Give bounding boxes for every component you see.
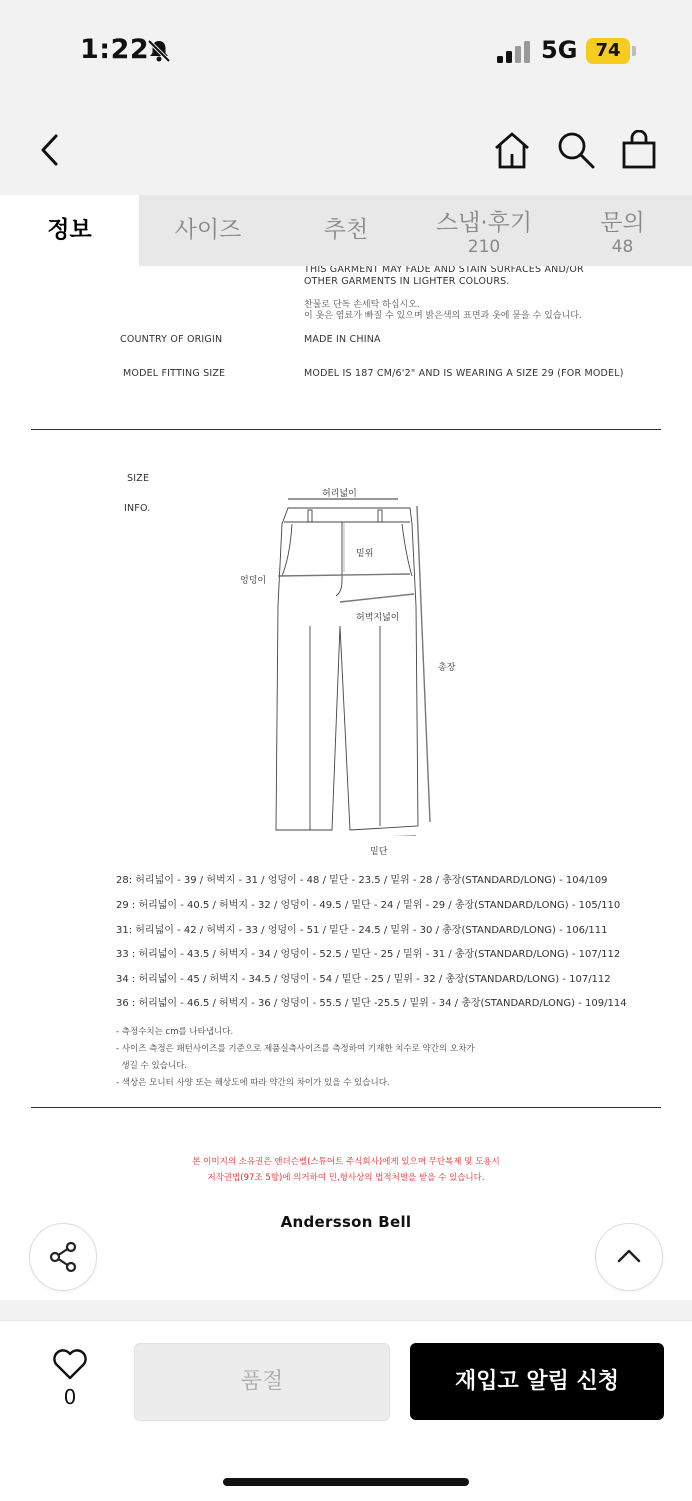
tab-inquiry-count: 48	[611, 237, 634, 257]
size-row: 28: 허리넓이 - 39 / 허벅지 - 31 / 엉덩이 - 48 / 밑단 - 23.5 / 밑위 - 28 / 총장(STANDARD/LONG) - 104/109	[116, 875, 608, 886]
divider	[31, 1107, 661, 1108]
brand-name: Andersson Bell	[280, 1213, 412, 1231]
bell-slash-icon	[146, 38, 172, 64]
tab-info[interactable]	[0, 195, 139, 266]
pants-diagram	[270, 496, 440, 836]
origin-label: COUNTRY OF ORIGIN	[120, 334, 223, 345]
status-bar	[0, 0, 692, 100]
size-info-label-line1: SIZE	[127, 473, 150, 484]
tab-snap-review[interactable]	[415, 195, 553, 266]
size-note: - 색상은 모니터 사양 또는 해상도에 따라 약간의 차이가 있을 수 있습니다.	[116, 1078, 390, 1088]
back-icon[interactable]	[38, 133, 62, 167]
tab-snap-review-count: 210	[467, 237, 501, 257]
product-detail-content	[0, 266, 692, 1300]
tab-size[interactable]	[139, 195, 277, 266]
like-count: 0	[63, 1385, 77, 1409]
size-row: 33 : 허리넓이 - 43.5 / 허벅지 - 34 / 엉덩이 - 52.5 / 밑단 - 25 / 밑위 - 31 / 총장(STANDARD/LONG) - 107/112	[116, 949, 621, 960]
battery-indicator: 74	[586, 38, 630, 64]
diagram-hip-label: 엉덩이	[240, 576, 267, 586]
fitting-value: MODEL IS 187 CM/6'2" AND IS WEARING A SIZE 29 (FOR MODEL)	[304, 368, 624, 379]
diagram-length-label: 총장	[438, 663, 456, 673]
diagram-rise-label: 밑위	[356, 549, 374, 559]
product-tabs	[0, 195, 692, 266]
size-row: 31: 허리넓이 - 42 / 허벅지 - 33 / 엉덩이 - 51 / 밑단 - 24.5 / 밑위 - 30 / 총장(STANDARD/LONG) - 106/111	[116, 925, 608, 936]
diagram-hem-label: 밑단	[370, 847, 388, 857]
home-icon[interactable]	[492, 130, 532, 170]
size-note: 생길 수 있습니다.	[116, 1061, 187, 1071]
share-button[interactable]	[29, 1223, 97, 1291]
home-indicator[interactable]	[223, 1478, 469, 1486]
diagram-waist-label: 허리넓이	[322, 489, 357, 499]
tab-recommend[interactable]	[277, 195, 415, 266]
care-en-line2: OTHER GARMENTS IN LIGHTER COLOURS.	[304, 276, 510, 287]
care-kr-line2: 이 옷은 염료가 빠질 수 있으며 밝은색의 표면과 옷에 묻을 수 있습니다.	[304, 311, 582, 321]
network-type: 5G	[541, 36, 578, 64]
battery-tip	[632, 46, 636, 56]
share-icon	[47, 1241, 79, 1273]
fitting-label: MODEL FITTING SIZE	[123, 368, 226, 379]
copyright-line2: 저작권법(97조 5항)에 의거하여 민,형사상의 법적처벌을 받을 수 있습니다.	[207, 1173, 485, 1183]
scroll-top-button[interactable]	[595, 1223, 663, 1291]
size-row: 36 : 허리넓이 - 46.5 / 허벅지 - 36 / 엉덩이 - 55.5 / 밑단 -25.5 / 밑위 - 34 / 총장(STANDARD/LONG) - 109/114	[116, 998, 627, 1009]
origin-value: MADE IN CHINA	[304, 334, 381, 345]
tab-inquiry[interactable]	[553, 195, 692, 266]
signal-icon	[497, 40, 531, 64]
tab-size-label: 사이즈	[174, 217, 242, 243]
bottom-action-bar	[0, 1320, 692, 1501]
copyright-line1: 본 이미지의 소유권은 앤더슨벨(스튜어트 주식회사)에게 있으며 무단복제 및 도용시	[192, 1157, 500, 1167]
top-nav-bar	[0, 100, 692, 195]
size-row: 29 : 허리넓이 - 40.5 / 허벅지 - 32 / 엉덩이 - 49.5 / 밑단 - 24 / 밑위 - 29 / 총장(STANDARD/LONG) - 105/110	[116, 900, 621, 911]
tab-snap-review-label: 스냅·후기	[435, 210, 533, 236]
status-time: 1:22	[80, 34, 150, 65]
diagram-thigh-label: 허벅지넓이	[356, 613, 400, 623]
heart-icon[interactable]	[52, 1348, 88, 1380]
size-row: 34 : 허리넓이 - 45 / 허벅지 - 34.5 / 엉덩이 - 54 / 밑단 - 25 / 밑위 - 32 / 총장(STANDARD/LONG) - 107/112	[116, 974, 611, 985]
size-note: - 측정수치는 cm를 나타냅니다.	[116, 1027, 234, 1037]
divider	[31, 429, 661, 430]
shopping-bag-icon[interactable]	[620, 130, 658, 170]
care-en-line1: THIS GARMENT MAY FADE AND STAIN SURFACES AND/OR	[304, 266, 584, 275]
tab-inquiry-label: 문의	[600, 210, 645, 236]
chevron-up-icon	[617, 1247, 641, 1265]
soldout-button[interactable]: 품절	[134, 1343, 390, 1421]
size-info-label-line2: INFO.	[124, 503, 151, 514]
care-kr-line1: 찬물로 단독 손세탁 하십시오.	[304, 300, 420, 310]
search-icon[interactable]	[556, 130, 596, 170]
tab-info-label: 정보	[47, 217, 92, 243]
restock-alert-button[interactable]: 재입고 알림 신청	[410, 1343, 664, 1420]
tab-recommend-label: 추천	[323, 217, 369, 243]
size-note: - 사이즈 측정은 패턴사이즈를 기준으로 제품실측사이즈를 측정하여 기재한 치수로 약간의 오차가	[116, 1044, 475, 1054]
